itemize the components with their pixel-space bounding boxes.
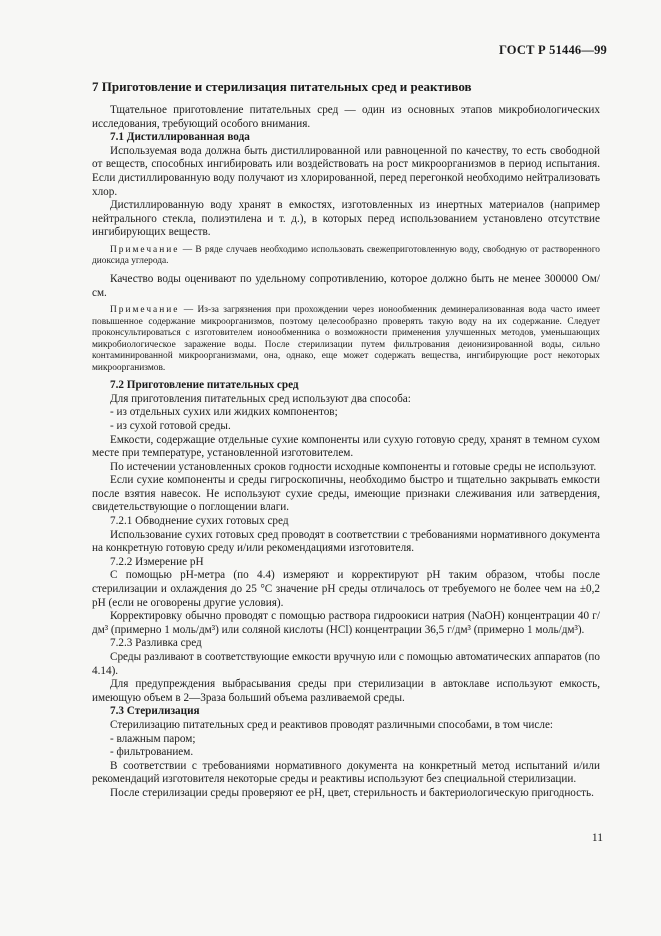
section-title: 7 Приготовление и стерилизация питательных сред и реактивов <box>92 79 472 94</box>
paragraph: Использование сухих готовых сред проводят в соответствии с требованиями нормативного документа на конкретную готовую среду и/или рекомендациями изготовителя. <box>92 528 600 555</box>
paragraph: Используемая вода должна быть дистиллированной или равноценной по качеству, то есть свободной от веществ, способных ингибировать или воздействовать на рост микроорганизмов в период испытания. Если дистиллированную воду получают из хлорированной, перед перегонкой необходимо нейтрализовать хлор. <box>92 144 600 198</box>
subsection-title-7-1 <box>92 131 600 145</box>
paragraph: Если сухие компоненты и среды гигроскопичны, необходимо быстро и тщательно закрывать емкости после взятия навесок. Не используют сухие среды, имеющие признаки слеживания или затвердения, свидетельствующие о поглощении влаги. <box>92 474 600 514</box>
subsection-title-7-2-1: 7.2.1 Обводнение сухих готовых сред <box>110 515 289 528</box>
note <box>92 245 600 268</box>
note-text: — Из-за загрязнения при прохождении через ионообменник деминерализованная вода часто имеет повышенное содержание микроорганизмов, поэтому целесообразно проверять такую воду на их содержание. Следует проконсультироваться с изготовителем ионообменника о возможности применения улучшенных методов, уменьшающих микробиологическое заражение воды. После стерилизации путем фильтрования деионизированной воды, сильно контаминированной микроорганизмами, она, однако, еще может содержать вещества, ингибирующие рост некоторых микроорганизмов. <box>92 305 600 373</box>
subsection-title-text: 7.3 Стерилизация <box>110 705 200 718</box>
subsection-title-text: 7.2 Приготовление питательных сред <box>110 379 299 392</box>
paragraph: С помощью pH-метра (по 4.4) измеряют и корректируют pH таким образом, чтобы после стерилизации и охлаждения до 25 °C значение pH среды отличалось от требуемого не более чем на ±0,2 pH (если не оговорены другие условия). <box>92 569 600 609</box>
list-item: - фильтрованием. <box>110 746 194 759</box>
note-label: Примечание <box>110 244 180 255</box>
list-item: - из отдельных сухих или жидких компонентов; <box>110 406 338 419</box>
paragraph: Емкости, содержащие отдельные сухие компоненты или сухую готовую среду, хранят в темном сухом месте при температуре, установленной изготовителем. <box>92 433 600 460</box>
subsection-title-7-2 <box>92 379 600 393</box>
paragraph: По истечении установленных сроков годности исходные компоненты и готовые среды не используют. <box>110 460 597 473</box>
list-item: - влажным паром; <box>110 732 196 745</box>
paragraph: Среды разливают в соответствующие емкости вручную или с помощью автоматических аппаратов (по 4.14). <box>92 651 600 677</box>
paragraph: Стерилизацию питательных сред и реактивов проводят различными способами, в том числе: <box>110 718 554 731</box>
note-label: Примечание <box>110 305 180 316</box>
paragraph: Качество воды оценивают по удельному сопротивлению, которое должно быть не менее 300000 Ом/см. <box>92 272 600 299</box>
subsection-title-7-3 <box>92 705 600 719</box>
page-number: 11 <box>591 832 603 844</box>
paragraph: Для приготовления питательных сред используют два способа: <box>110 392 411 405</box>
paragraph: Корректировку обычно проводят с помощью раствора гидроокиси натрия (NaOH) концентрации 40 г/дм³ (примерно 1 моль/дм³) или соляной кислоты (HCl) концентрации 36,5 г/дм³ (примерно 1 моль/дм³). <box>92 610 600 636</box>
subsection-title-7-2-3: 7.2.3 Разливка сред <box>110 637 202 650</box>
subsection-title-7-2-2: 7.2.2 Измерение pH <box>110 555 204 568</box>
document-body <box>92 104 600 801</box>
note <box>92 305 600 374</box>
document-code: ГОСТ Р 51446—99 <box>498 43 607 57</box>
paragraph: После стерилизации среды проверяют ее pH, цвет, стерильность и бактериологическую пригодность. <box>110 786 594 799</box>
subsection-title-text: 7.1 Дистиллированная вода <box>110 131 250 144</box>
paragraph: В соответствии с требованиями нормативного документа на конкретный метод испытаний и/или рекомендаций изготовителя некоторые среды и реактивы используют без специальной стерилизации. <box>92 759 600 786</box>
note-text: — В ряде случаев необходимо использовать свежеприготовленную воду, свободную от растворенного диоксида углерода. <box>92 244 600 267</box>
paragraph: Дистиллированную воду хранят в емкостях, изготовленных из инертных материалов (например нейтрального стекла, полиэтилена и т. д.), в которых перед использованием установлено отсутствие ингибирующих веществ. <box>92 199 600 239</box>
paragraph: Для предупреждения выбрасывания среды при стерилизации в автоклаве используют емкость, имеющую объем в 2—3раза больший объема разливаемой среды. <box>92 678 600 704</box>
list-item: - из сухой готовой среды. <box>110 419 231 432</box>
intro-paragraph: Тщательное приготовление питательных сред — один из основных этапов микробиологических исследования, требующий особого внимания. <box>92 104 600 130</box>
